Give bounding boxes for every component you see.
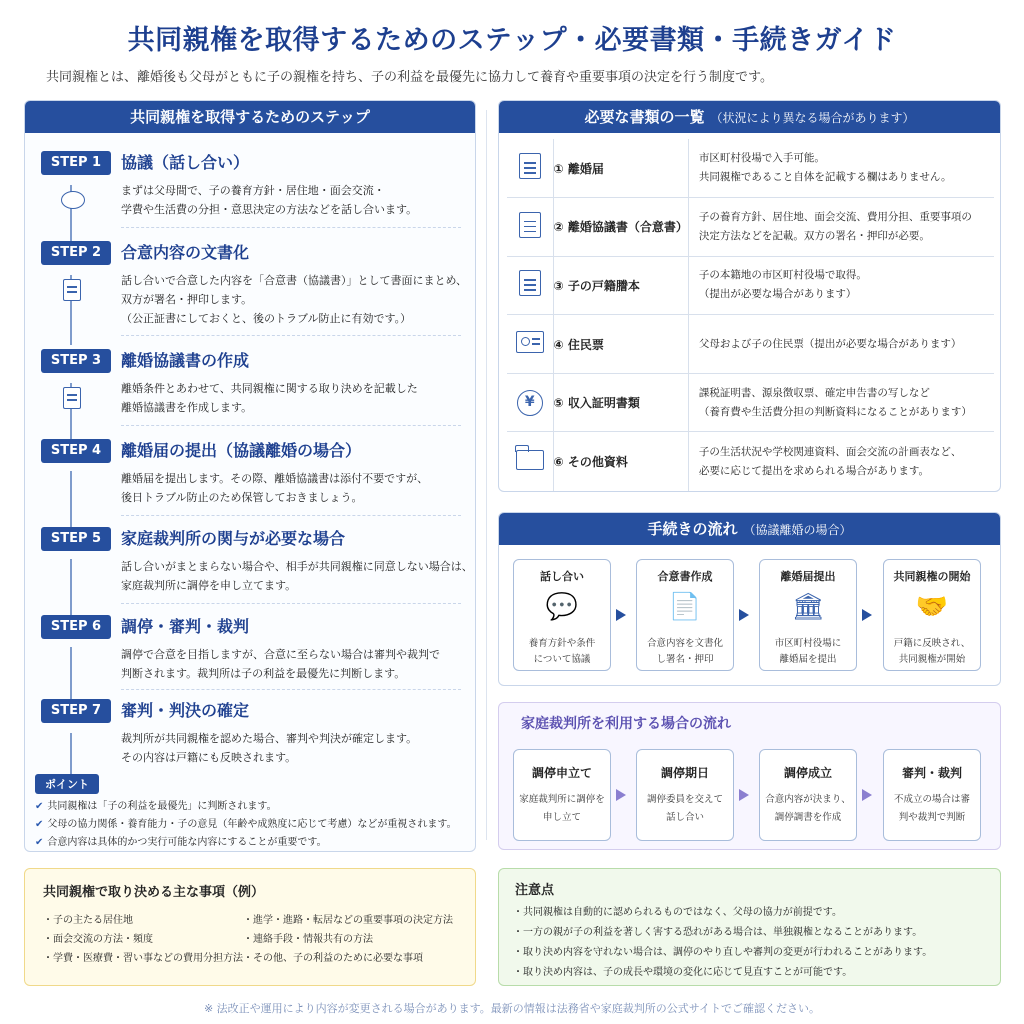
step-title: 協議（話し合い） (121, 153, 250, 172)
main-matters-box (24, 868, 476, 986)
document-row (507, 315, 994, 374)
document-name: ③ 子の戸籍謄本 (553, 256, 688, 315)
step-connector-line (70, 471, 72, 535)
divider (121, 603, 461, 604)
documents-table (507, 139, 994, 491)
documents-panel (498, 100, 1001, 492)
step-description: 話し合いがまとまらない場合や、相手が共同親権に同意しない場合は、 家庭裁判所に調停を申し立てます。 (121, 560, 473, 592)
document-description: 父母および子の住民票（提出が必要な場合があります） (698, 337, 962, 350)
document-row (507, 139, 994, 198)
chat-bubbles-icon: 💬 (545, 592, 579, 622)
page-subtitle: 共同親権とは、離婚後も父母がともに子の親権を持ち、子の利益を最優先に協力して養育や重要事項の決定を行う制度です。 (46, 70, 773, 85)
flow-step-joint-custody-start: 共同親権の開始 🤝 戸籍に反映され、 共同親権が開始 (883, 559, 981, 671)
step-title: 合意内容の文書化 (121, 243, 250, 262)
document-name: ④ 住民票 (553, 315, 688, 374)
step-badge: STEP 1 (41, 151, 111, 175)
caution-box (498, 868, 1001, 986)
point-badge: ポイント (35, 774, 99, 794)
arrow-right-icon (862, 789, 872, 801)
document-description: 子の養育方針、居住地、面会交流、費用分担、重要事項の 決定方法などを記載。双方の署名・押印が必要。 (698, 210, 972, 242)
step-description: 調停で合意を目指しますが、合意に至らない場合は審判や裁判で 判断されます。裁判所は子の利益を最優先に判断します。 (121, 648, 440, 680)
document-row (507, 373, 994, 432)
folder-icon (516, 450, 544, 470)
document-icon (63, 387, 81, 409)
document-description: 子の本籍地の市区町村役場で取得。 （提出が必要な場合があります） (698, 269, 867, 301)
step-badge: STEP 2 (41, 241, 111, 265)
step-title: 審判・判決の確定 (121, 701, 250, 720)
document-name: ⑥ その他資料 (553, 432, 688, 491)
document-description: 課税証明書、源泉徴収票、確定申告書の写しなど （養育費や生活費分担の判断資料になることがあります） (698, 386, 972, 418)
main-matters-title: 共同親権で取り決める主な事項（例） (43, 885, 265, 900)
document-icon (519, 153, 541, 179)
court-step: 審判・裁判 不成立の場合は審 判や裁判で判断 (883, 749, 981, 841)
check-icon: ✔ (35, 819, 44, 830)
column-divider (486, 110, 487, 840)
divider (121, 515, 461, 516)
point-box (35, 773, 465, 852)
footnote: ※ 法改正や運用により内容が変更される場合があります。最新の情報は法務省や家庭裁判所の公式サイトでご確認ください。 (203, 1002, 821, 1015)
document-name: ① 離婚届 (553, 139, 688, 198)
step-badge: STEP 4 (41, 439, 111, 463)
divider (121, 227, 461, 228)
document-icon (519, 270, 541, 296)
main-matters-list-left: ・子の主たる居住地 ・面会交流の方法・頻度 ・学費・医療費・習い事などの費用分担方法 (43, 915, 243, 964)
document-name: ② 離婚協議書（合意書） (553, 198, 688, 257)
step-title: 離婚協議書の作成 (121, 351, 250, 370)
flow-step-divorce-filing: 離婚届提出 🏛 市区町村役場に 離婚届を提出 (759, 559, 857, 671)
step-title: 調停・審判・裁判 (121, 617, 250, 636)
arrow-right-icon (616, 789, 626, 801)
steps-panel (24, 100, 476, 852)
point-item: ✔ 合意内容は具体的かつ実行可能な内容にすることが重要です。 (35, 837, 327, 848)
procedure-flow-heading: 手続きの流れ （協議離婚の場合） (499, 513, 1000, 545)
step-description: 裁判所が共同親権を認めた場合、審判や判決が確定します。 その内容は戸籍にも反映されます。 (121, 732, 418, 764)
step-description: 話し合いで合意した内容を「合意書（協議書）」として書面にまとめ、 双方が署名・押印します。 （公正証書にしておくと、後のトラブル防止に有効です。） (121, 274, 468, 325)
document-icon: 📄 (668, 592, 702, 622)
point-item: ✔ 共同親権は「子の利益を最優先」に判断されます。 (35, 801, 277, 812)
divider (121, 689, 461, 690)
government-building-icon: 🏛 (791, 592, 825, 622)
court-step: 調停期日 調停委員を交えて 話し合い (636, 749, 734, 841)
chat-icon (61, 191, 85, 209)
arrow-right-icon (862, 609, 872, 621)
arrow-right-icon (739, 609, 749, 621)
caution-list: ・共同親権は自動的に認められるものではなく、父母の協力が前提です。 ・一方の親が子の利益を著しく害する恐れがある場合は、単独親権となることがあります。 ・取り決め内容を守れない場合は、調停のやり直しや審判の変更が行われることがあります。 ・取り決め内容は、子の成長や環境の変化に応じて見直すことが可能です。 (513, 907, 933, 978)
step-connector-line (70, 647, 72, 707)
court-step: 調停申立て 家庭裁判所に調停を 申し立て (513, 749, 611, 841)
arrow-right-icon (739, 789, 749, 801)
handshake-icon: 🤝 (915, 592, 949, 622)
check-icon: ✔ (35, 801, 44, 812)
court-step: 調停成立 合意内容が決まり、 調停調書を作成 (759, 749, 857, 841)
step-title: 家庭裁判所の関与が必要な場合 (121, 529, 346, 548)
yen-icon: ¥ (517, 390, 543, 416)
document-description: 市区町村役場で入手可能。 共同親権であること自体を記載する欄はありません。 (698, 152, 952, 184)
main-matters-list-right: ・進学・進路・転居などの重要事項の決定方法 ・連絡手段・情報共有の方法 ・その他、子の利益のために必要な事項 (243, 915, 453, 964)
step-connector-line (70, 559, 72, 623)
flow-step-agreement: 合意書作成 📄 合意内容を文書化 し署名・押印 (636, 559, 734, 671)
document-row (507, 432, 994, 491)
check-icon: ✔ (35, 837, 44, 848)
document-row (507, 256, 994, 315)
id-card-icon (516, 331, 544, 353)
step-description: まずは父母間で、子の養育方針・居住地・面会交流・ 学費や生活費の分担・意思決定の方法などを話し合います。 (121, 184, 418, 216)
procedure-flow-panel (498, 512, 1001, 686)
step-description: 離婚条件とあわせて、共同親権に関する取り決めを記載した 離婚協議書を作成します。 (121, 382, 418, 414)
document-description: 子の生活状況や学校関連資料、面会交流の計画表など、 必要に応じて提出を求められる場合があります。 (698, 445, 962, 477)
step-badge: STEP 3 (41, 349, 111, 373)
step-badge: STEP 7 (41, 699, 111, 723)
step-badge: STEP 5 (41, 527, 111, 551)
family-court-heading: 家庭裁判所を利用する場合の流れ (521, 716, 731, 732)
flow-step-discussion: 話し合い 💬 養育方針や条件 について協議 (513, 559, 611, 671)
document-name: ⑤ 収入証明書類 (553, 373, 688, 432)
point-item: ✔ 父母の協力関係・養育能力・子の意見（年齢や成熟度に応じて考慮）などが重視されます。 (35, 819, 457, 830)
document-row (507, 198, 994, 257)
step-title: 離婚届の提出（協議離婚の場合） (121, 441, 362, 460)
divider (121, 335, 461, 336)
step-badge: STEP 6 (41, 615, 111, 639)
page-title: 共同親権を取得するためのステップ・必要書類・手続きガイド (127, 25, 897, 56)
arrow-right-icon (616, 609, 626, 621)
documents-panel-heading: 必要な書類の一覧 （状況により異なる場合があります） (499, 101, 1000, 133)
step-description: 離婚届を提出します。その際、離婚協議書は添付不要ですが、 後日トラブル防止のため保管しておきましょう。 (121, 472, 429, 504)
family-court-flow-panel (498, 702, 1001, 850)
steps-panel-heading: 共同親権を取得するためのステップ (25, 101, 475, 133)
caution-title: 注意点 (515, 883, 555, 898)
document-icon (519, 212, 541, 238)
divider (121, 425, 461, 426)
document-icon (63, 279, 81, 301)
